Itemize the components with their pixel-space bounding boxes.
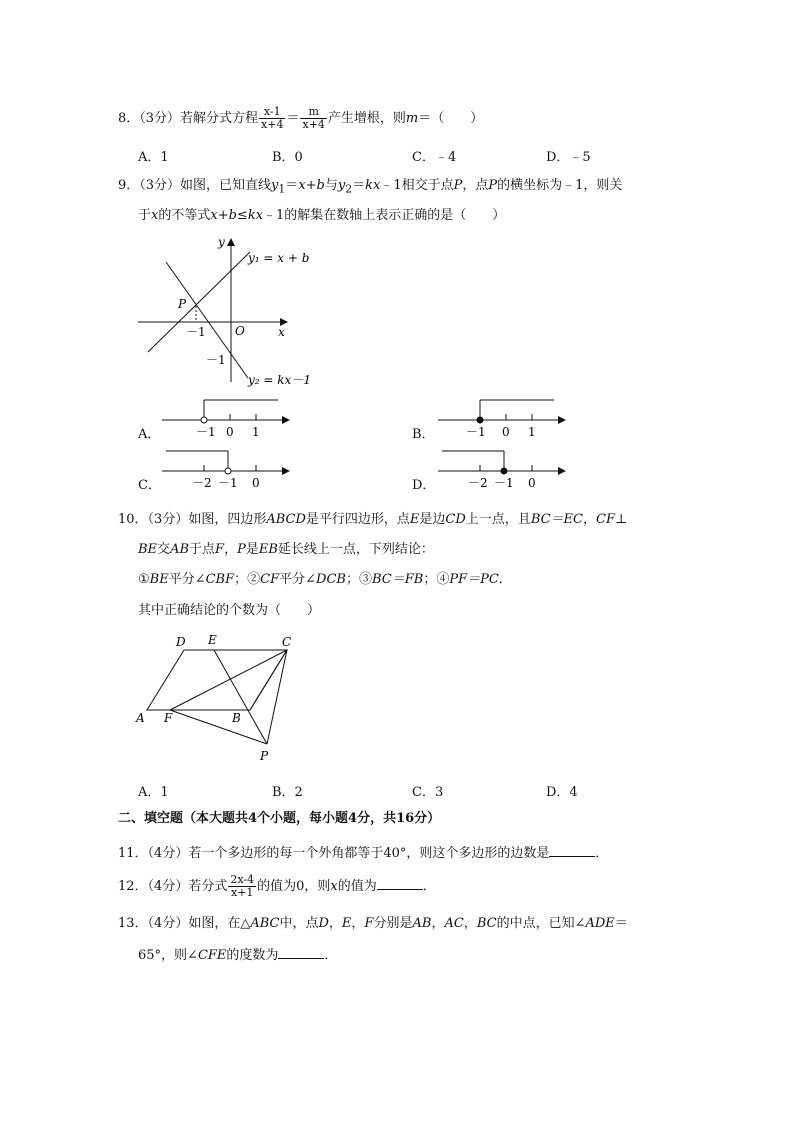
q9-a-arrow: [282, 416, 290, 424]
q9-text-d: ＝: [352, 178, 366, 193]
q10-point-p: P: [237, 542, 246, 557]
q9-a-label-neg1: －1: [196, 425, 216, 439]
q10-text-a: 10．（3分）如图，四边形: [118, 512, 267, 527]
q10-segment-fp: [170, 710, 267, 744]
q8-stem: [118, 106, 483, 131]
q13-comma-2: ，: [351, 916, 365, 931]
q12-fraction: [228, 874, 256, 899]
q13-text-a: 13．（4分）如图，在△: [118, 916, 251, 931]
q10-ab: AB: [170, 542, 190, 557]
q13-point-d: D: [318, 916, 329, 931]
q13-text-c: 分别是: [373, 916, 413, 931]
q9-y1: y: [271, 178, 279, 193]
q10-c2-num: ；②: [234, 572, 261, 587]
q9-label-neg1-x: －1: [186, 325, 206, 339]
q8-fraction-right: [300, 106, 326, 131]
q13-text-e: ＝: [614, 916, 628, 931]
q9-option-b[interactable]: B．: [412, 427, 435, 442]
q9-label-line2: y₂ = kx－1: [248, 373, 311, 387]
q13-text-f: 65°，则∠: [138, 948, 198, 963]
q10-comma: ，: [583, 512, 597, 527]
q12-answer-blank[interactable]: [377, 877, 423, 890]
q10-c1-text: 平分∠: [168, 572, 206, 587]
q13-text-d: 的中点，已知∠: [496, 916, 586, 931]
q9-a-open-dot: [201, 417, 207, 423]
q13-text-b: 中，点: [279, 916, 319, 931]
q9-text-c: 与: [324, 178, 338, 193]
q10-label-p: P: [260, 749, 269, 763]
q9-c-label-neg1: －1: [218, 476, 238, 490]
q10-figure: [132, 628, 312, 768]
q9-d-filled-dot: [501, 468, 507, 474]
q10-c4: PF＝PC: [449, 572, 499, 587]
q10-text-g: ，: [224, 542, 238, 557]
q9-var-x: x: [151, 208, 159, 223]
q9-kx: kx: [365, 178, 381, 193]
q13-end: ．: [324, 948, 338, 963]
q10-parallelogram: [147, 650, 287, 710]
q10-conclusions: [138, 572, 512, 588]
q9-y2: y: [337, 178, 346, 193]
q10-eb: EB: [258, 542, 278, 557]
q10-label-a: A: [136, 711, 145, 725]
q10-perp: ⊥: [614, 512, 628, 527]
q12-stem: [118, 874, 436, 899]
q9-point-p: P: [453, 178, 463, 193]
q10-cd: CD: [445, 512, 466, 527]
q9-text-j: ﹣1的解集在数轴上表示正确的是（ ）: [263, 208, 506, 223]
q10-option-a[interactable]: A．1: [138, 785, 169, 800]
q9-numberline-c[interactable]: [162, 447, 292, 491]
q9-c-open-dot: [225, 468, 231, 474]
q9-b-arrow: [558, 416, 566, 424]
q10-c1-cbf: CBF: [205, 572, 235, 587]
q13-stem-line1: [118, 916, 628, 932]
q9-sub2: 2: [345, 182, 353, 196]
q9-option-c[interactable]: C．: [138, 478, 161, 493]
q9-numberline-b[interactable]: [438, 396, 568, 440]
q9-y-arrow: [227, 238, 235, 246]
q9-b-label-neg1: －1: [466, 425, 486, 439]
q13-text-g: 的度数为: [226, 948, 279, 963]
q11-end: ．: [595, 846, 609, 861]
q9-label-neg1-y: －1: [206, 353, 226, 367]
q9-text-b: ＝: [285, 178, 299, 193]
q8-option-d[interactable]: D．﹣5: [546, 150, 591, 165]
q9-graph: [130, 232, 320, 392]
q9-numberline-a[interactable]: [162, 396, 292, 440]
q10-bc-ec: BC＝EC: [530, 512, 583, 527]
q9-stem-line1: [118, 178, 622, 198]
q9-text-e: ﹣1相交于点: [380, 178, 454, 193]
q9-b-label-0: 0: [502, 425, 510, 439]
q10-text-c: 是边: [419, 512, 446, 527]
q13-answer-blank[interactable]: [278, 946, 324, 959]
q12-var-x: x: [330, 879, 338, 894]
q13-comma-3: ，: [431, 916, 445, 931]
q10-option-d[interactable]: D．4: [546, 785, 578, 800]
q9-d-arrow: [558, 467, 566, 475]
q9-label-origin: O: [235, 324, 245, 338]
q10-c4-end: ．: [498, 572, 512, 587]
q8-suffix: 产生增根，则: [327, 111, 406, 126]
q10-stem-line1: [118, 512, 627, 528]
q10-text-h: 是: [245, 542, 259, 557]
q9-numberline-d[interactable]: [438, 447, 568, 491]
q13-ade: ADE: [585, 916, 615, 931]
q10-c3: BC＝FB: [371, 572, 424, 587]
q8-option-c[interactable]: C．﹣4: [412, 150, 457, 165]
q13-cfe: CFE: [197, 948, 227, 963]
q10-option-b[interactable]: B．2: [272, 785, 303, 800]
q8-prefix: 8．（3分）若解分式方程: [118, 111, 259, 126]
q13-point-f: F: [364, 916, 374, 931]
q10-text-e: 交: [157, 542, 171, 557]
q10-c1-num: ①: [138, 572, 150, 587]
q9-option-a[interactable]: A．: [138, 427, 161, 442]
q9-label-line1: y₁ = x + b: [248, 251, 310, 265]
q9-b-label-1: 1: [528, 425, 536, 439]
q10-label-d: D: [176, 635, 186, 649]
q13-stem-line2: [138, 946, 337, 964]
q9-d-label-neg1: －1: [494, 476, 514, 490]
q9-point-p2: P: [488, 178, 498, 193]
q13-ab: AB: [412, 916, 432, 931]
q10-point-e: E: [409, 512, 420, 527]
q9-c-label-neg2: －2: [192, 476, 212, 490]
q10-label-e: E: [208, 633, 217, 647]
q10-label-b: B: [232, 711, 241, 725]
q9-label-x: x: [278, 325, 285, 339]
q9-c-arrow: [282, 467, 290, 475]
q9-b-filled-dot: [477, 417, 483, 423]
q12-suffix: 的值为: [337, 879, 377, 894]
q11-text: 11．（4分）若一个多边形的每一个外角都等于40°，则这个多边形的边数是: [118, 846, 550, 861]
q10-text-i: 延长线上一点，下列结论：: [277, 542, 434, 557]
q12-denominator: x+1: [230, 886, 254, 899]
q9-inequality: x+b≤kx: [210, 208, 264, 223]
q12-end: ．: [422, 879, 436, 894]
q9-label-y: y: [218, 235, 225, 249]
q9-stem-line2: [138, 208, 505, 224]
q8-fraction-left: [259, 106, 285, 131]
q10-label-c: C: [282, 635, 292, 649]
q9-sub1: 1: [278, 182, 286, 196]
q10-be: BE: [138, 542, 158, 557]
q8-var-m: m: [405, 111, 419, 126]
q10-c3-num: ；③: [345, 572, 372, 587]
q9-label-p: P: [178, 297, 187, 311]
q8-frac-right-denominator: x+4: [302, 118, 325, 131]
q9-text-i: 的不等式: [158, 208, 211, 223]
q9-x-plus-b: x+b: [298, 178, 325, 193]
q9-c-label-0: 0: [252, 476, 260, 490]
q10-c1-be: BE: [149, 572, 169, 587]
q10-question: 其中正确结论的个数为（ ）: [138, 603, 321, 618]
q13-point-e: E: [341, 916, 352, 931]
q12-prefix: 12．（4分）若分式: [118, 879, 228, 894]
q10-c2-dcb: DCB: [316, 572, 346, 587]
q9-text-h: 于: [138, 208, 152, 223]
q9-text-f: ，点: [462, 178, 489, 193]
q10-segment-fc: [170, 650, 287, 710]
q9-d-label-neg2: －2: [468, 476, 488, 490]
q10-text-b: 是平行四边形，点: [305, 512, 410, 527]
q13-abc: ABC: [250, 916, 280, 931]
q13-comma-1: ，: [328, 916, 342, 931]
q11-answer-blank[interactable]: [549, 844, 595, 857]
q13-ac: AC: [444, 916, 464, 931]
q10-segment-cp: [267, 650, 287, 744]
q9-text-g: 的横坐标为﹣1，则关: [497, 178, 623, 193]
q8-equals: ＝: [286, 111, 300, 126]
q10-c2-cf: CF: [260, 572, 280, 587]
q8-tail: ＝（ ）: [418, 111, 484, 126]
q8-frac-left-numerator: x-1: [259, 106, 285, 119]
q10-option-c[interactable]: C．3: [412, 785, 444, 800]
section-2-heading: 二、填空题（本大题共4个小题，每小题4分，共16分）: [118, 811, 441, 826]
q10-point-f: F: [215, 542, 225, 557]
q13-bc: BC: [476, 916, 497, 931]
q9-a-label-0: 0: [226, 425, 234, 439]
q13-comma-4: ，: [463, 916, 477, 931]
q8-option-a[interactable]: A．1: [138, 150, 169, 165]
q9-option-d[interactable]: D．: [412, 478, 436, 493]
q9-d-label-0: 0: [528, 476, 536, 490]
q10-text-d: 上一点，且: [465, 512, 531, 527]
q10-c2-text: 平分∠: [279, 572, 317, 587]
q9-a-label-1: 1: [252, 425, 260, 439]
q11-stem: [118, 844, 608, 862]
q8-option-b[interactable]: B．0: [272, 150, 303, 165]
q8-frac-left-denominator: x+4: [261, 118, 284, 131]
q8-frac-right-numerator: m: [300, 106, 326, 119]
q12-mid: 的值为0，则: [257, 879, 331, 894]
q10-abcd: ABCD: [266, 512, 306, 527]
q12-numerator: 2x-4: [230, 873, 255, 886]
q9-text-a: 9．（3分）如图，已知直线: [118, 178, 272, 193]
q10-cf: CF: [596, 512, 615, 527]
q10-c4-num: ；④: [423, 572, 450, 587]
q10-label-f: F: [164, 711, 173, 725]
q10-stem-line2: [138, 542, 434, 558]
q10-text-f: 于点: [189, 542, 216, 557]
